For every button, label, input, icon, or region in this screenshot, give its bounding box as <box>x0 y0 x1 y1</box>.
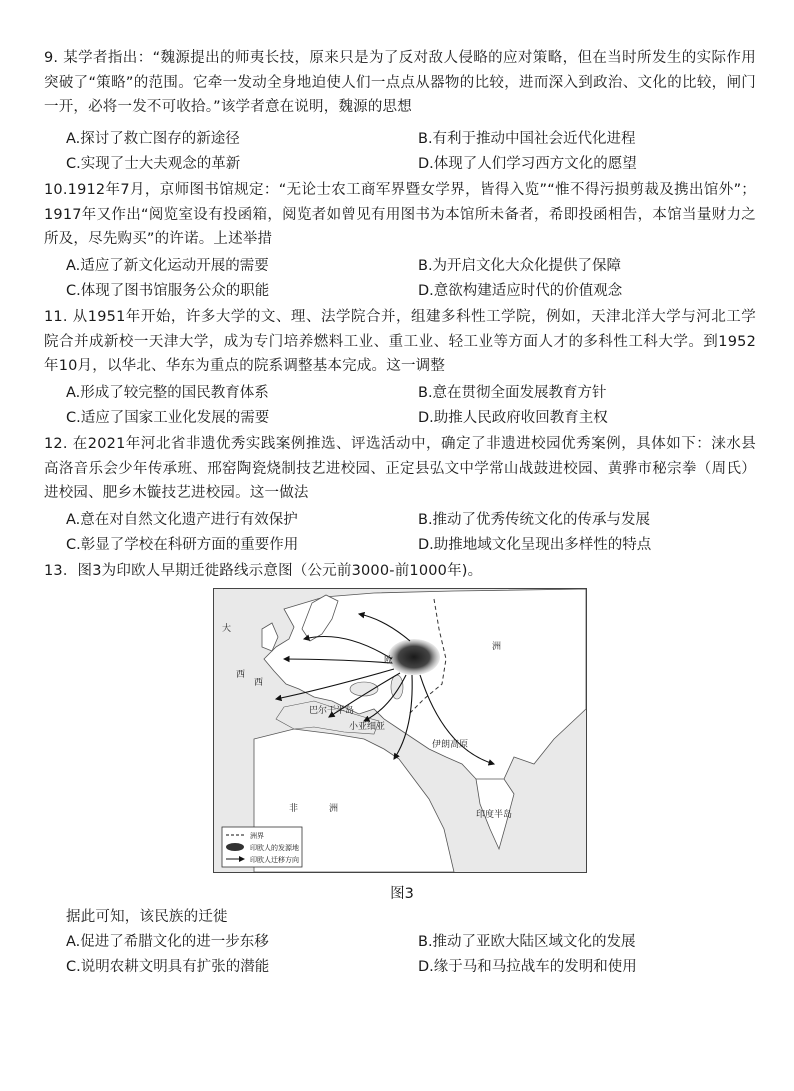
question-13-tail-stem: 据此可知，该民族的迁徙 <box>66 909 228 925</box>
option-b[interactable]: B.有利于推动中国社会近代化进程 <box>418 131 636 147</box>
question-12 <box>44 432 756 506</box>
option-d[interactable]: D.助推人民政府收回教育主权 <box>418 410 608 426</box>
label-xi: 西 <box>236 670 246 680</box>
label-balkans: 巴尔干半岛 <box>309 706 355 716</box>
option-d[interactable]: D.体现了人们学习西方文化的愿望 <box>418 156 637 172</box>
figure-caption: 图3 <box>390 886 414 902</box>
label-fei: 非 <box>289 804 299 814</box>
question-13-stem: 13．图3为印欧人早期迁徙路线示意图（公元前3000-前1000年)。 <box>44 563 483 579</box>
question-12-options <box>66 508 756 558</box>
option-a[interactable]: A.促进了希腊文化的进一步东移 <box>66 934 269 950</box>
question-11 <box>44 305 756 379</box>
origin-area <box>388 639 440 675</box>
question-10-stem: 10.1912年7月，京师图书馆规定：“无论士农工商军界暨女学界，皆得入览”“惟不得污损剪裁及携出馆外”；1917年又作出“阅览室设有投函箱，阅览者如曾见有用图书为本馆所未备者，希即投函相告，本馆当量财力之所及，尽先购买”的许诺。上述举措 <box>44 182 756 247</box>
option-a[interactable]: A.适应了新文化运动开展的需要 <box>66 258 269 274</box>
option-b[interactable]: B.意在贯彻全面发展教育方针 <box>418 385 607 401</box>
option-c[interactable]: C.彰显了学校在科研方面的重要作用 <box>66 537 299 553</box>
question-11-stem: 11. 从1951年开始，许多大学的文、理、法学院合并，组建多科性工学院，例如，天津北洋大学与河北工学院合并成新校一天津大学，成为专门培养燃料工业、重工业、轻工业等方面人才的多科性工科大学。到1952年10月，以华北、华东为重点的院系调整基本完成。这一调整 <box>44 309 756 374</box>
option-c[interactable]: C.适应了国家工业化发展的需要 <box>66 410 270 426</box>
question-9-options <box>66 127 756 177</box>
question-13-options <box>66 930 756 980</box>
question-9 <box>44 46 756 120</box>
legend-border-label: 洲界 <box>250 832 264 840</box>
question-10-options <box>66 254 756 304</box>
label-zhou: 洲 <box>492 642 502 652</box>
label-da: 大 <box>222 624 232 634</box>
label-india: 印度半岛 <box>476 810 513 820</box>
question-13-tail <box>66 905 756 930</box>
label-anatolia: 小亚细亚 <box>349 722 386 732</box>
option-c[interactable]: C.体现了图书馆服务公众的职能 <box>66 283 270 299</box>
question-10 <box>44 178 756 252</box>
option-d[interactable]: D.意欲构建适应时代的价值观念 <box>418 283 623 299</box>
option-a[interactable]: A.意在对自然文化遗产进行有效保护 <box>66 512 298 528</box>
question-9-stem: 9. 某学者指出：“魏源提出的师夷长技，原来只是为了反对敌人侵略的应对策略，但在当时所发生的实际作用突破了“策略”的范围。它牵一发动全身地迫使人们一点点从器物的比较，进而深入到政治、文化的比较，闸门一开，必将一发不可收拾。”该学者意在说明，魏源的思想 <box>44 50 756 115</box>
option-b[interactable]: B.推动了优秀传统文化的传承与发展 <box>418 512 651 528</box>
option-d[interactable]: D.助推地域文化呈现出多样性的特点 <box>418 537 652 553</box>
option-a[interactable]: A.探讨了救亡图存的新途径 <box>66 131 240 147</box>
legend-origin-label: 印欧人的发源地 <box>250 844 299 852</box>
legend-arrow-label: 印欧人迁移方向 <box>250 856 299 864</box>
caspian-sea <box>391 675 403 699</box>
option-b[interactable]: B.推动了亚欧大陆区域文化的发展 <box>418 934 636 950</box>
legend-origin-symbol <box>226 843 244 851</box>
question-11-options <box>66 381 756 431</box>
option-a[interactable]: A.形成了较完整的国民教育体系 <box>66 385 269 401</box>
map-legend <box>222 827 302 867</box>
label-xi-2: 西 <box>254 678 264 688</box>
label-zhou-africa: 洲 <box>329 804 339 814</box>
option-b[interactable]: B.为开启文化大众化提供了保障 <box>418 258 622 274</box>
option-d[interactable]: D.缘于马和马拉战车的发明和使用 <box>418 959 637 975</box>
migration-map <box>213 588 587 873</box>
question-13 <box>44 559 756 584</box>
map-svg <box>214 589 586 872</box>
option-c[interactable]: C.说明农耕文明具有扩张的潜能 <box>66 959 270 975</box>
label-iran: 伊朗高原 <box>432 740 469 750</box>
label-ou: 欧 <box>384 656 394 666</box>
question-12-stem: 12. 在2021年河北省非遗优秀实践案例推选、评选活动中，确定了非遗进校园优秀案例，具体如下：涞水县高洛音乐会少年传承班、邢窑陶瓷烧制技艺进校园、正定县弘文中学常山战鼓进校园、黄骅市秘宗拳（周氏）进校园、肥乡木镟技艺进校园。这一做法 <box>44 436 756 501</box>
option-c[interactable]: C.实现了士大夫观念的革新 <box>66 156 241 172</box>
